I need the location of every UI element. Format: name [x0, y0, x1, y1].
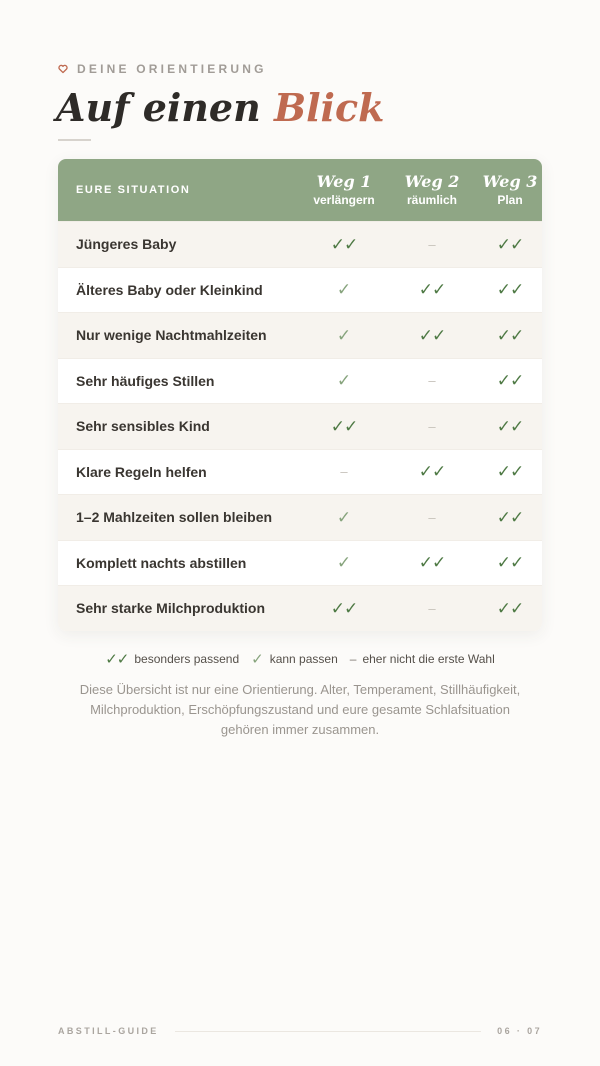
page-title-main: Auf einen [56, 85, 261, 130]
header-weg-2-title: Weg 2 [404, 171, 460, 191]
row-label: Jüngeres Baby [76, 236, 177, 253]
row-weg-2-rating [386, 374, 478, 387]
row-weg-2-rating [386, 463, 478, 480]
heart-icon [58, 64, 68, 74]
legend-fit-text: kann passen [269, 652, 338, 666]
check-icon: ✓✓ [496, 325, 524, 345]
row-weg-2-rating [386, 238, 478, 251]
table-row [58, 403, 542, 449]
legend [0, 650, 600, 668]
row-weg-3-rating [478, 236, 542, 253]
header-situation: EURE SITUATION [76, 184, 191, 196]
row-weg-1-rating [302, 509, 386, 526]
row-weg-2-rating [386, 511, 478, 524]
row-weg-1-rating [302, 327, 386, 344]
check-icon: ✓✓ [330, 234, 358, 254]
check-icon: ✓✓ [330, 598, 358, 618]
table-header [58, 159, 542, 221]
row-weg-2-rating [386, 420, 478, 433]
row-weg-3-rating [478, 281, 542, 298]
check-icon: ✓✓ [496, 598, 524, 618]
check-icon: ✓✓ [418, 325, 446, 345]
dash-icon: – [428, 600, 436, 616]
footer-page-number: 06 · 07 [497, 1026, 542, 1036]
dash-icon: – [428, 236, 436, 252]
check-icon: ✓ [336, 280, 352, 300]
footer [58, 1026, 542, 1036]
row-weg-2-rating [386, 281, 478, 298]
header-weg-3-sub: Plan [497, 192, 523, 207]
row-weg-3-rating [478, 600, 542, 617]
header-weg-1-sub: verlängern [313, 192, 375, 207]
eyebrow [58, 62, 267, 76]
comparison-table [58, 159, 542, 631]
check-icon: ✓ [336, 507, 352, 527]
table-row [58, 221, 542, 267]
check-icon: ✓✓ [418, 462, 446, 482]
legend-strong-mark: ✓✓ [105, 651, 129, 668]
row-weg-2-rating [386, 327, 478, 344]
header-weg-2 [386, 173, 478, 208]
disclaimer-note: Diese Übersicht ist nur eine Orientierung. Alter, Temperament, Stillhäufigkeit, Milchproduktion, Erschöpfungszustand und eure gesamte Schlafsituation gehören immer zusammen. [79, 682, 521, 737]
check-icon: ✓ [336, 371, 352, 391]
check-icon: ✓ [336, 553, 352, 573]
eyebrow-text: DEINE ORIENTIERUNG [77, 62, 267, 76]
row-label: Sehr starke Milchproduktion [76, 600, 266, 617]
row-weg-3-rating [478, 418, 542, 435]
check-icon: ✓✓ [496, 280, 524, 300]
dash-icon: – [428, 418, 436, 434]
row-label: Sehr häufiges Stillen [76, 372, 215, 389]
legend-no-mark: – [349, 652, 357, 666]
check-icon: ✓✓ [496, 371, 524, 391]
check-icon: ✓✓ [418, 280, 446, 300]
row-weg-1-rating [302, 281, 386, 298]
row-weg-3-rating [478, 463, 542, 480]
footer-divider [175, 1031, 481, 1032]
page-title [56, 84, 384, 132]
row-label: Älteres Baby oder Kleinkind [76, 281, 263, 298]
header-weg-2-sub: räumlich [406, 192, 457, 207]
table-row [58, 267, 542, 313]
row-weg-1-rating [302, 554, 386, 571]
table-row [58, 449, 542, 495]
table-row [58, 585, 542, 631]
legend-no-text: eher nicht die erste Wahl [362, 652, 495, 666]
check-icon: ✓✓ [496, 416, 524, 436]
check-icon: ✓ [336, 325, 352, 345]
row-weg-1-rating [302, 600, 386, 617]
table-body [58, 221, 542, 631]
row-weg-3-rating [478, 554, 542, 571]
row-weg-1-rating [302, 418, 386, 435]
check-icon: ✓✓ [496, 553, 524, 573]
table-row [58, 540, 542, 586]
check-icon: ✓✓ [330, 416, 358, 436]
row-label: Sehr sensibles Kind [76, 418, 210, 435]
row-weg-2-rating [386, 554, 478, 571]
row-label: 1–2 Mahlzeiten sollen bleiben [76, 509, 273, 526]
row-weg-1-rating [302, 372, 386, 389]
row-weg-3-rating [478, 509, 542, 526]
footer-guide-name: ABSTILL-GUIDE [58, 1026, 159, 1036]
row-weg-2-rating [386, 602, 478, 615]
row-weg-3-rating [478, 372, 542, 389]
header-weg-1 [302, 173, 386, 208]
row-label: Komplett nachts abstillen [76, 554, 247, 571]
check-icon: ✓✓ [496, 507, 524, 527]
legend-fit-mark: ✓ [251, 651, 264, 668]
header-weg-3 [478, 173, 542, 208]
check-icon: ✓✓ [496, 234, 524, 254]
row-label: Klare Regeln helfen [76, 463, 207, 480]
table-row [58, 494, 542, 540]
header-weg-3-title: Weg 3 [482, 171, 538, 191]
legend-strong-text: besonders passend [134, 652, 240, 666]
row-label: Nur wenige Nachtmahlzeiten [76, 327, 267, 344]
check-icon: ✓✓ [496, 462, 524, 482]
row-weg-1-rating [302, 465, 386, 478]
title-divider [58, 139, 91, 141]
check-icon: ✓✓ [418, 553, 446, 573]
row-weg-3-rating [478, 327, 542, 344]
page-title-accent: Blick [273, 85, 385, 130]
dash-icon: – [428, 373, 436, 389]
dash-icon: – [340, 464, 348, 480]
dash-icon: – [428, 509, 436, 525]
table-row [58, 358, 542, 404]
row-weg-1-rating [302, 236, 386, 253]
header-weg-1-title: Weg 1 [316, 171, 372, 191]
table-row [58, 312, 542, 358]
